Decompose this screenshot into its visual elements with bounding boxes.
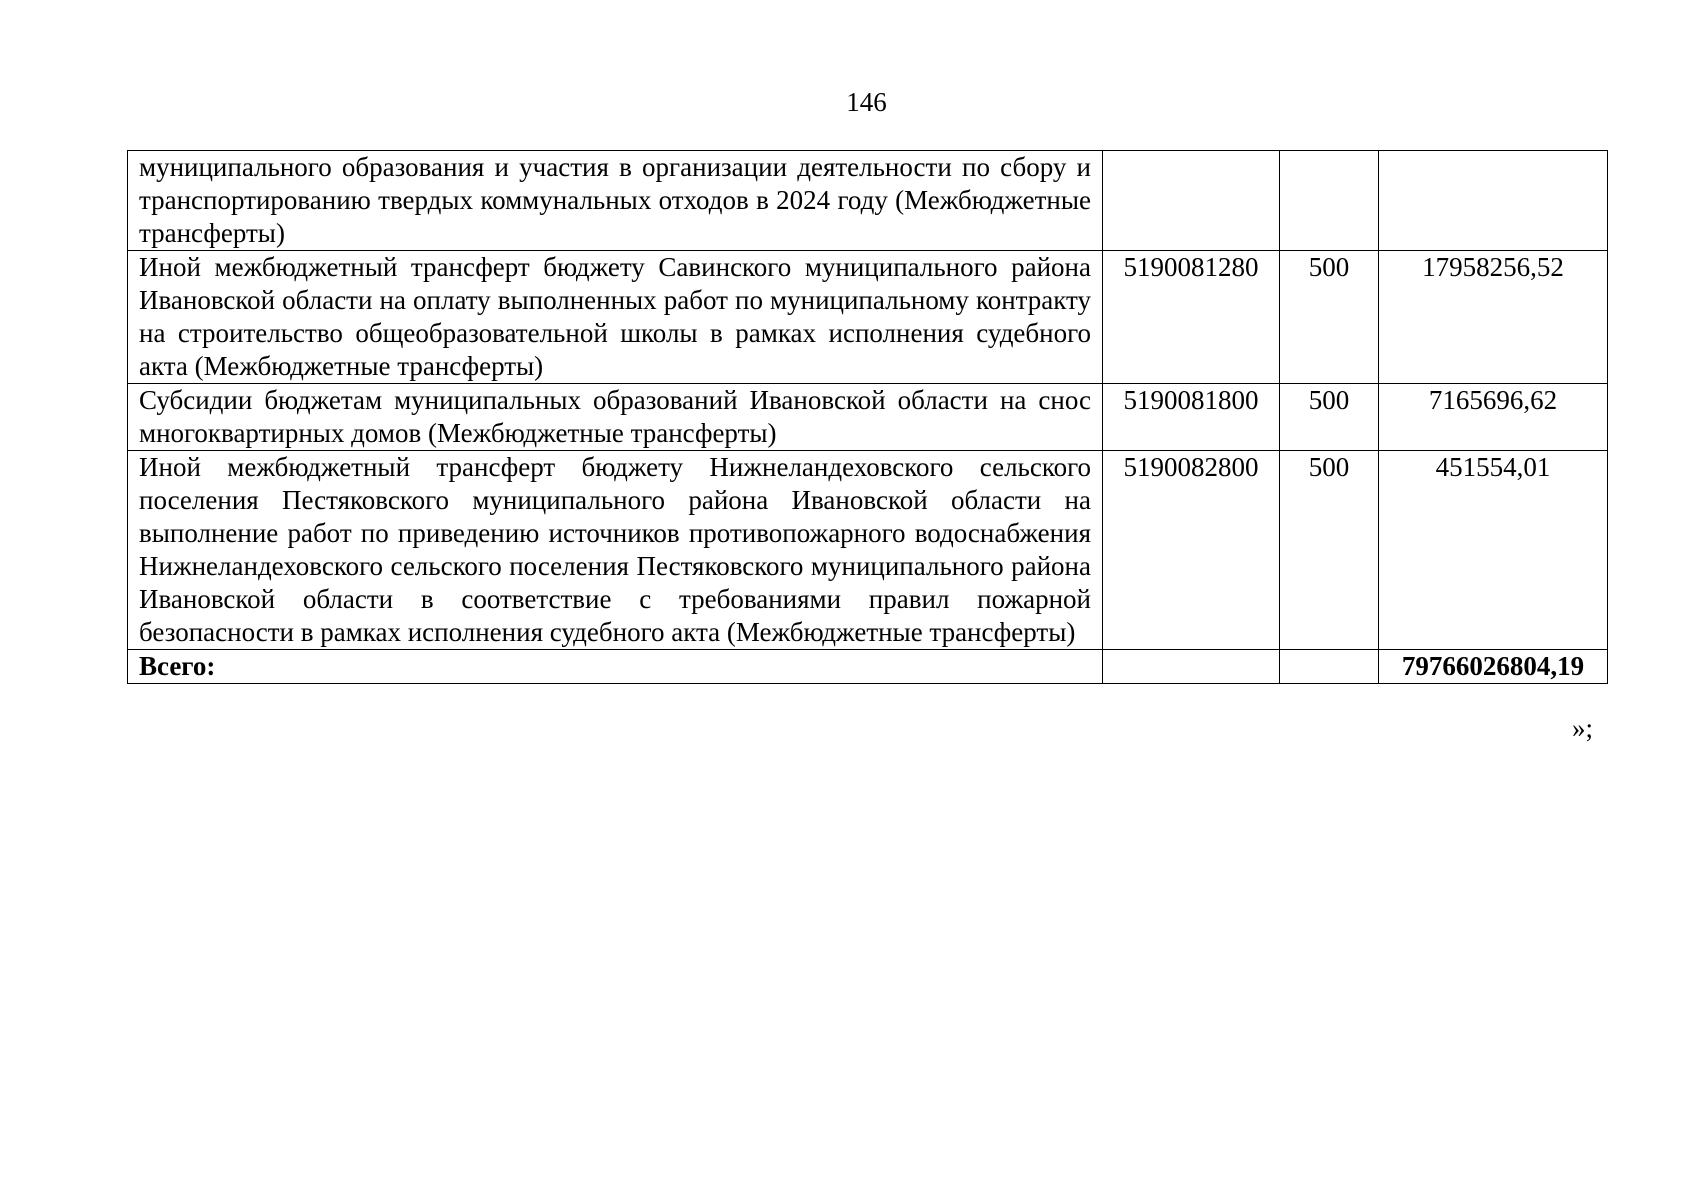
table-row (128, 251, 1608, 384)
closing-quote-mark: »; (1572, 713, 1594, 743)
row-type: 500 (1280, 384, 1379, 451)
table-row (128, 451, 1608, 650)
row-name: муниципального образования и участия в организации деятельности по сбору и транспортированию твердых коммунальных отходов в 2024 году (Межбюджетные трансферты) (128, 151, 1103, 251)
row-amount: 7165696,62 (1379, 384, 1608, 451)
row-type (1280, 151, 1379, 251)
row-type: 500 (1280, 251, 1379, 384)
row-code: 5190081800 (1103, 384, 1280, 451)
row-code: 5190082800 (1103, 451, 1280, 650)
table-row (128, 151, 1608, 251)
total-type (1280, 650, 1379, 684)
total-amount: 79766026804,19 (1379, 650, 1608, 684)
budget-table (127, 150, 1608, 684)
row-type: 500 (1280, 451, 1379, 650)
row-name: Иной межбюджетный трансферт бюджету Нижнеландеховского сельского поселения Пестяковского муниципального района Ивановской области на выполнение работ по приведению источников противопожарного водоснабжения Нижнеландеховского сельского поселения Пестяковского муниципального района Ивановской области в соответствие с требованиями правил пожарной безопасности в рамках исполнения судебного акта (Межбюджетные трансферты) (128, 451, 1103, 650)
row-amount: 451554,01 (1379, 451, 1608, 650)
page-number: 146 (846, 87, 887, 117)
row-code (1103, 151, 1280, 251)
total-label: Всего: (128, 650, 1103, 684)
table-row (128, 384, 1608, 451)
row-name: Иной межбюджетный трансферт бюджету Савинского муниципального района Ивановской области на оплату выполненных работ по муниципальному контракту на строительство общеобразовательной школы в рамках исполнения судебного акта (Межбюджетные трансферты) (128, 251, 1103, 384)
row-amount (1379, 151, 1608, 251)
total-code (1103, 650, 1280, 684)
row-name: Субсидии бюджетам муниципальных образований Ивановской области на снос многоквартирных домов (Межбюджетные трансферты) (128, 384, 1103, 451)
row-code: 5190081280 (1103, 251, 1280, 384)
total-row (128, 650, 1608, 684)
row-amount: 17958256,52 (1379, 251, 1608, 384)
